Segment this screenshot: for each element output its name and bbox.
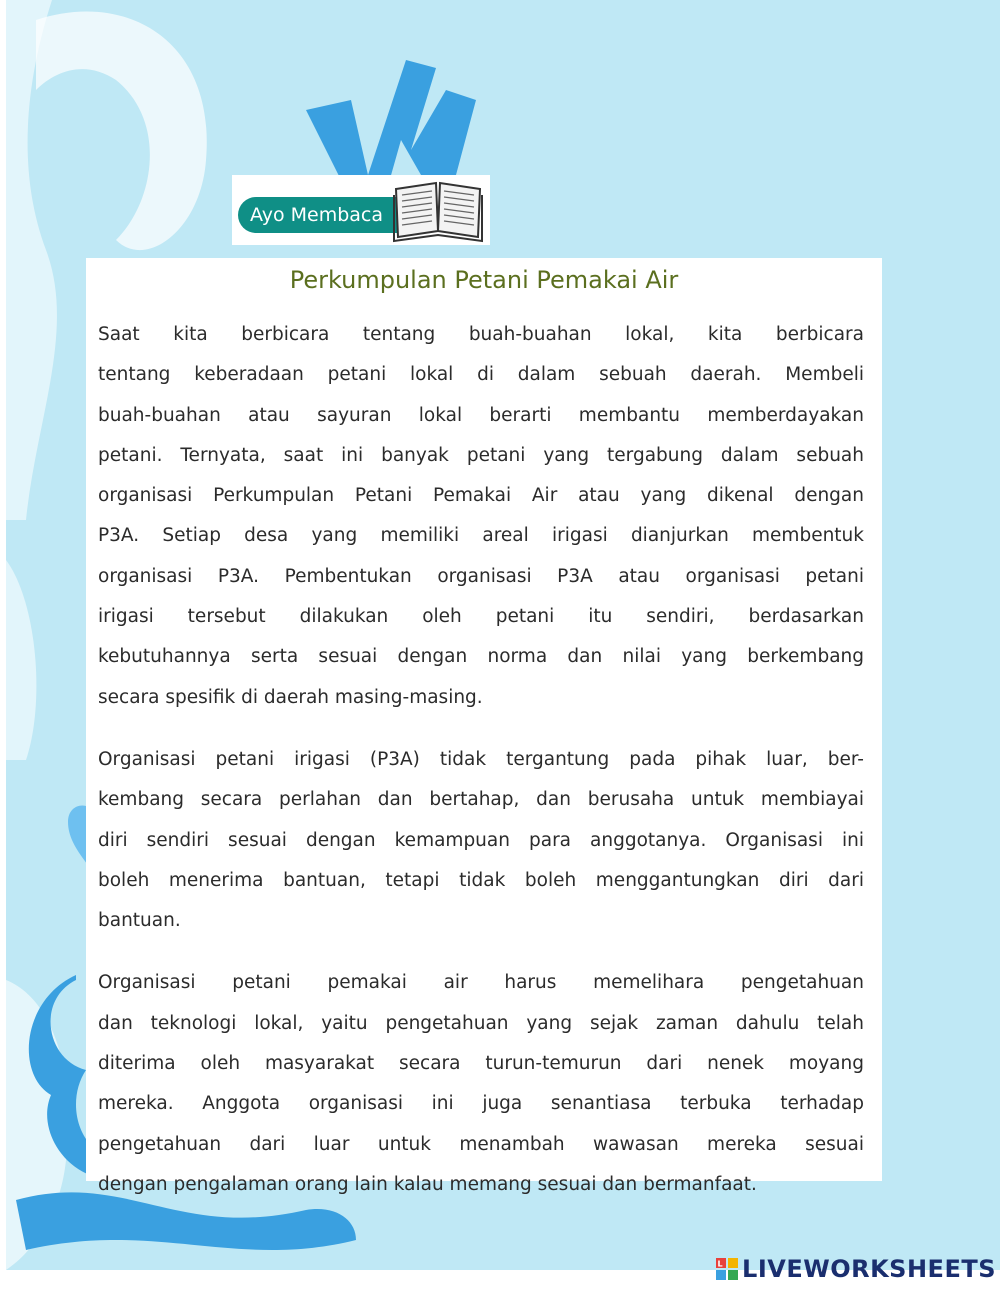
text-line: Organisasi petani pemakai air harus memelihara pengetahuan bbox=[98, 972, 864, 994]
text-line: Saat kita berbicara tentang buah-buahan lokal, kita berbicara bbox=[98, 324, 864, 345]
liveworksheets-logo[interactable] bbox=[716, 1252, 996, 1286]
text-line: kembang secara perlahan dan bertahap, dan berusaha untuk membiayai bbox=[98, 789, 864, 811]
text-line: irigasi tersebut dilakukan oleh petani itu sendiri, berdasarkan bbox=[98, 606, 864, 628]
ayo-membaca-badge bbox=[232, 175, 490, 245]
text-line: bantuan. bbox=[98, 910, 181, 932]
white-swoosh-mid bbox=[6, 560, 36, 760]
text-line: kebutuhannya serta sesuai dengan norma dan nilai yang berkembang bbox=[98, 646, 864, 668]
open-book-icon bbox=[390, 175, 488, 243]
paragraph-3 bbox=[98, 963, 864, 1205]
brand-name: LIVEWORKSHEETS bbox=[742, 1255, 996, 1283]
text-line: P3A. Setiap desa yang memiliki areal irigasi dianjurkan membentuk bbox=[98, 525, 864, 547]
text-line: diterima oleh masyarakat secara turun-temurun dari nenek moyang bbox=[98, 1053, 864, 1075]
text-line: tentang keberadaan petani lokal di dalam sebuah daerah. Membeli bbox=[98, 364, 864, 386]
text-line: mereka. Anggota organisasi ini juga senantiasa terbuka terhadap bbox=[98, 1093, 864, 1115]
liveworksheets-mark-icon bbox=[716, 1258, 738, 1280]
white-loop-top bbox=[36, 11, 207, 250]
text-line: dengan pengalaman orang lain kalau memang sesuai dan bermanfaat. bbox=[98, 1173, 757, 1195]
text-line: diri sendiri sesuai dengan kemampuan para anggotanya. Organisasi ini bbox=[98, 829, 864, 851]
text-line: pengetahuan dari luar untuk menambah wawasan mereka sesuai bbox=[98, 1133, 864, 1155]
text-line: secara spesifik di daerah masing-masing. bbox=[98, 686, 483, 708]
text-line: petani. Ternyata, saat ini banyak petani yang tergabung dalam sebuah bbox=[98, 444, 864, 466]
text-line: boleh menerima bantuan, tetapi tidak boleh menggantungkan diri dari bbox=[98, 869, 864, 891]
badge-label: Ayo Membaca bbox=[238, 197, 426, 233]
paragraph-2 bbox=[98, 740, 864, 941]
article-title: Perkumpulan Petani Pemakai Air bbox=[289, 266, 679, 294]
text-line: Organisasi petani irigasi (P3A) tidak tergantung pada pihak luar, ber- bbox=[98, 748, 864, 770]
article-body bbox=[98, 315, 864, 1205]
text-line: organisasi Perkumpulan Petani Pemakai Air atau yang dikenal dengan bbox=[98, 485, 864, 507]
reading-card bbox=[86, 258, 882, 1195]
text-line: buah-buahan atau sayuran lokal berarti membantu memberdayakan bbox=[98, 404, 864, 426]
text-line: dan teknologi lokal, yaitu pengetahuan yang sejak zaman dahulu telah bbox=[98, 1012, 864, 1034]
logo-mark-letter: L bbox=[717, 1259, 723, 1269]
text-line: organisasi P3A. Pembentukan organisasi P3A atau organisasi petani bbox=[98, 565, 864, 587]
paragraph-1 bbox=[98, 315, 864, 718]
